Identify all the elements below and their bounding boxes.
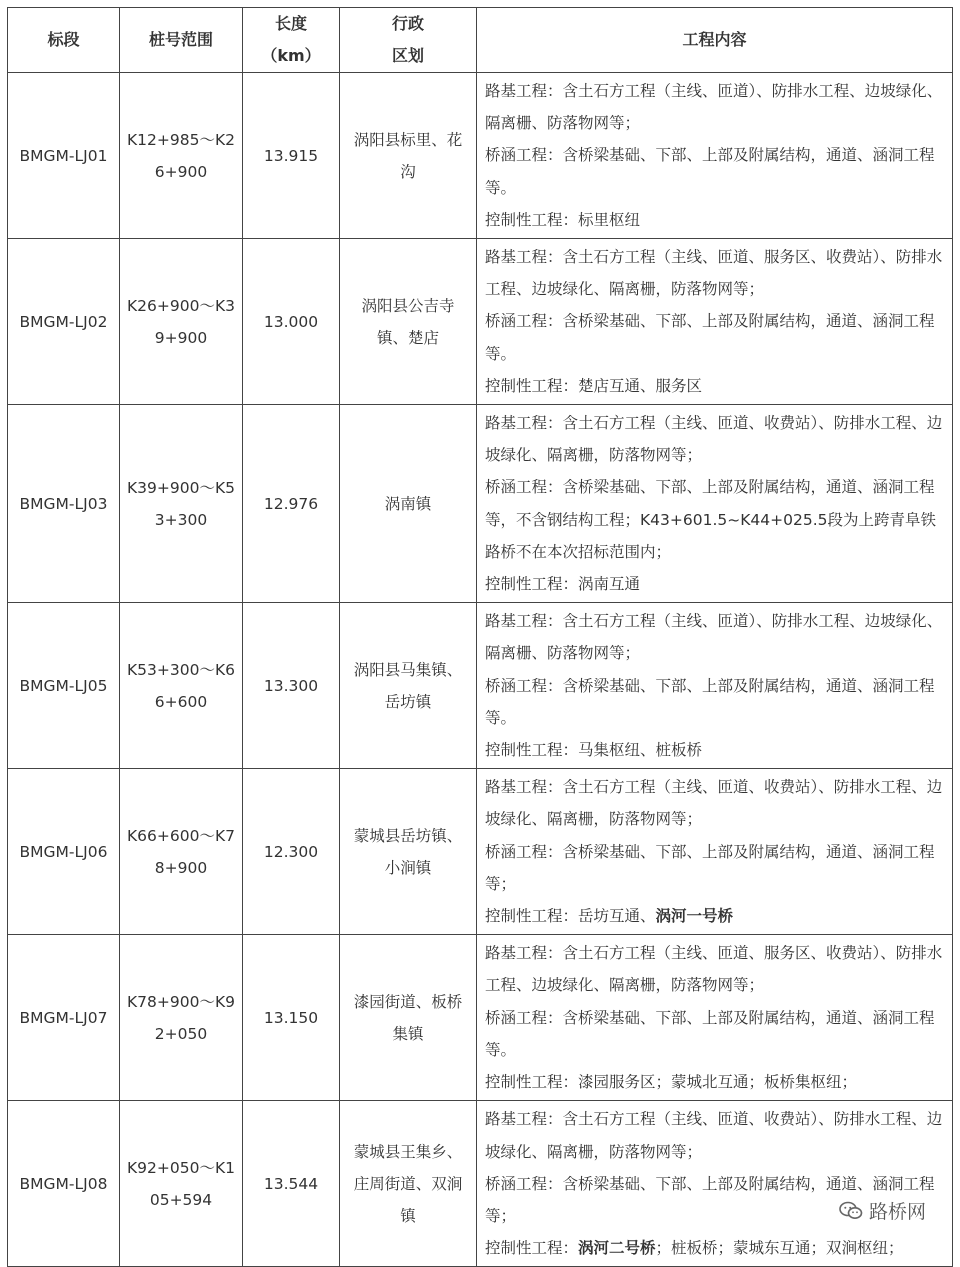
subgrade-text: 路基工程：含土石方工程（主线、匝道）、防排水工程、边坡绿化、隔离栅、防落物网等； — [485, 612, 943, 663]
header-content: 工程内容 — [477, 8, 953, 73]
region-cell: 漆园街道、板桥集镇 — [340, 935, 477, 1101]
bridge-text: 桥涵工程：含桥梁基础、下部、上部及附属结构，通道、涵洞工程等。 — [485, 676, 935, 727]
length-cell: 12.300 — [243, 769, 340, 935]
control-prefix: 控制性工程： — [485, 741, 579, 760]
control-prefix: 控制性工程： — [485, 907, 579, 926]
section-cell: BMGM-LJ01 — [8, 73, 120, 239]
bridge-text: 桥涵工程：含桥梁基础、下部、上部及附属结构，通道、涵洞工程等，不含钢结构工程；K43+601.5~K44+025.5段为上跨青阜铁路桥不在本次招标范围内； — [485, 478, 936, 561]
header-section: 标段 — [8, 8, 120, 73]
control-prefix: 控制性工程： — [485, 575, 579, 594]
region-cell: 涡阳县马集镇、岳坊镇 — [340, 603, 477, 769]
region-cell: 涡阳县标里、花沟 — [340, 73, 477, 239]
table-row — [8, 769, 953, 935]
control-bold: 涡河一号桥 — [655, 907, 734, 926]
section-cell: BMGM-LJ05 — [8, 603, 120, 769]
header-region — [340, 8, 477, 73]
content-cell — [477, 603, 953, 769]
content-cell — [477, 73, 953, 239]
header-length — [243, 8, 340, 73]
section-cell: BMGM-LJ06 — [8, 769, 120, 935]
range-cell: K92+050～K105+594 — [120, 1101, 243, 1267]
region-cell: 涡阳县公吉寺镇、楚店 — [340, 239, 477, 405]
control-prefix: 控制性工程： — [485, 210, 579, 229]
subgrade-text: 路基工程：含土石方工程（主线、匝道、收费站）、防排水工程、边坡绿化、隔离栅，防落物网等； — [485, 414, 943, 465]
subgrade-text: 路基工程：含土石方工程（主线、匝道、收费站）、防排水工程、边坡绿化、隔离栅，防落物网等； — [485, 778, 943, 829]
section-cell: BMGM-LJ08 — [8, 1101, 120, 1267]
region-cell: 涡南镇 — [340, 405, 477, 603]
watermark-text: 路桥网 — [868, 1201, 926, 1223]
table-row — [8, 935, 953, 1101]
table-header-row — [8, 8, 953, 73]
range-cell: K26+900～K39+900 — [120, 239, 243, 405]
control-text — [485, 568, 944, 600]
header-range: 桩号范围 — [120, 8, 243, 73]
region-cell: 蒙城县岳坊镇、小涧镇 — [340, 769, 477, 935]
control-tail: ；桩板桥；蒙城东互通；双涧枢纽； — [655, 1239, 904, 1258]
control-normal: 岳坊互通、 — [578, 907, 656, 926]
control-text — [485, 204, 944, 236]
content-cell — [477, 1101, 953, 1267]
table-row — [8, 239, 953, 405]
length-cell: 13.300 — [243, 603, 340, 769]
bridge-text: 桥涵工程：含桥梁基础、下部、上部及附属结构，通道、涵洞工程等； — [485, 1174, 935, 1225]
control-text — [485, 370, 944, 402]
bridge-text: 桥涵工程：含桥梁基础、下部、上部及附属结构，通道、涵洞工程等。 — [485, 146, 935, 197]
length-cell: 13.000 — [243, 239, 340, 405]
table-row — [8, 73, 953, 239]
range-cell: K78+900～K92+050 — [120, 935, 243, 1101]
control-normal: 标里枢纽 — [578, 210, 641, 229]
range-cell: K53+300～K66+600 — [120, 603, 243, 769]
control-text — [485, 1066, 944, 1098]
range-cell: K66+600～K78+900 — [120, 769, 243, 935]
control-prefix: 控制性工程： — [485, 376, 579, 395]
subgrade-text: 路基工程：含土石方工程（主线、匝道、服务区、收费站）、防排水工程、边坡绿化、隔离栅，防落物网等； — [485, 248, 943, 299]
bridge-text: 桥涵工程：含桥梁基础、下部、上部及附属结构，通道、涵洞工程等； — [485, 842, 935, 893]
control-text — [485, 900, 944, 932]
subgrade-text: 路基工程：含土石方工程（主线、匝道、服务区、收费站）、防排水工程、边坡绿化、隔离栅，防落物网等； — [485, 944, 943, 995]
bridge-text: 桥涵工程：含桥梁基础、下部、上部及附属结构，通道、涵洞工程等。 — [485, 312, 935, 363]
control-normal: 漆园服务区；蒙城北互通；板桥集枢纽； — [578, 1073, 858, 1092]
section-cell: BMGM-LJ02 — [8, 239, 120, 405]
watermark — [835, 1195, 930, 1226]
table-row — [8, 603, 953, 769]
length-cell: 12.976 — [243, 405, 340, 603]
subgrade-text: 路基工程：含土石方工程（主线、匝道、收费站）、防排水工程、边坡绿化、隔离栅，防落物网等； — [485, 1110, 943, 1161]
section-cell: BMGM-LJ07 — [8, 935, 120, 1101]
bridge-text: 桥涵工程：含桥梁基础、下部、上部及附属结构，通道、涵洞工程等。 — [485, 1008, 935, 1059]
length-cell: 13.150 — [243, 935, 340, 1101]
control-prefix: 控制性工程： — [485, 1073, 579, 1092]
control-bold: 涡河二号桥 — [578, 1239, 656, 1258]
control-text — [485, 1232, 944, 1264]
length-cell: 13.915 — [243, 73, 340, 239]
control-prefix: 控制性工程： — [485, 1239, 579, 1258]
region-cell: 蒙城县王集乡、庄周街道、双涧镇 — [340, 1101, 477, 1267]
table-row — [8, 1101, 953, 1267]
header-region-line2: 区划 — [391, 46, 424, 65]
table-row — [8, 405, 953, 603]
content-cell — [477, 239, 953, 405]
header-length-line2: （km） — [261, 46, 321, 65]
content-cell — [477, 769, 953, 935]
control-normal: 涡南互通 — [578, 575, 641, 594]
control-normal: 楚店互通、服务区 — [578, 376, 703, 395]
header-length-line1: 长度 — [274, 14, 307, 33]
control-text — [485, 734, 944, 766]
content-cell — [477, 405, 953, 603]
range-cell: K39+900～K53+300 — [120, 405, 243, 603]
header-region-line1: 行政 — [391, 14, 424, 33]
length-cell: 13.544 — [243, 1101, 340, 1267]
wechat-icon — [839, 1201, 863, 1221]
content-cell — [477, 935, 953, 1101]
section-cell: BMGM-LJ03 — [8, 405, 120, 603]
engineering-sections-table — [7, 7, 953, 1267]
control-normal: 马集枢纽、桩板桥 — [578, 741, 703, 760]
subgrade-text: 路基工程：含土石方工程（主线、匝道）、防排水工程、边坡绿化、隔离栅、防落物网等； — [485, 82, 943, 133]
range-cell: K12+985～K26+900 — [120, 73, 243, 239]
